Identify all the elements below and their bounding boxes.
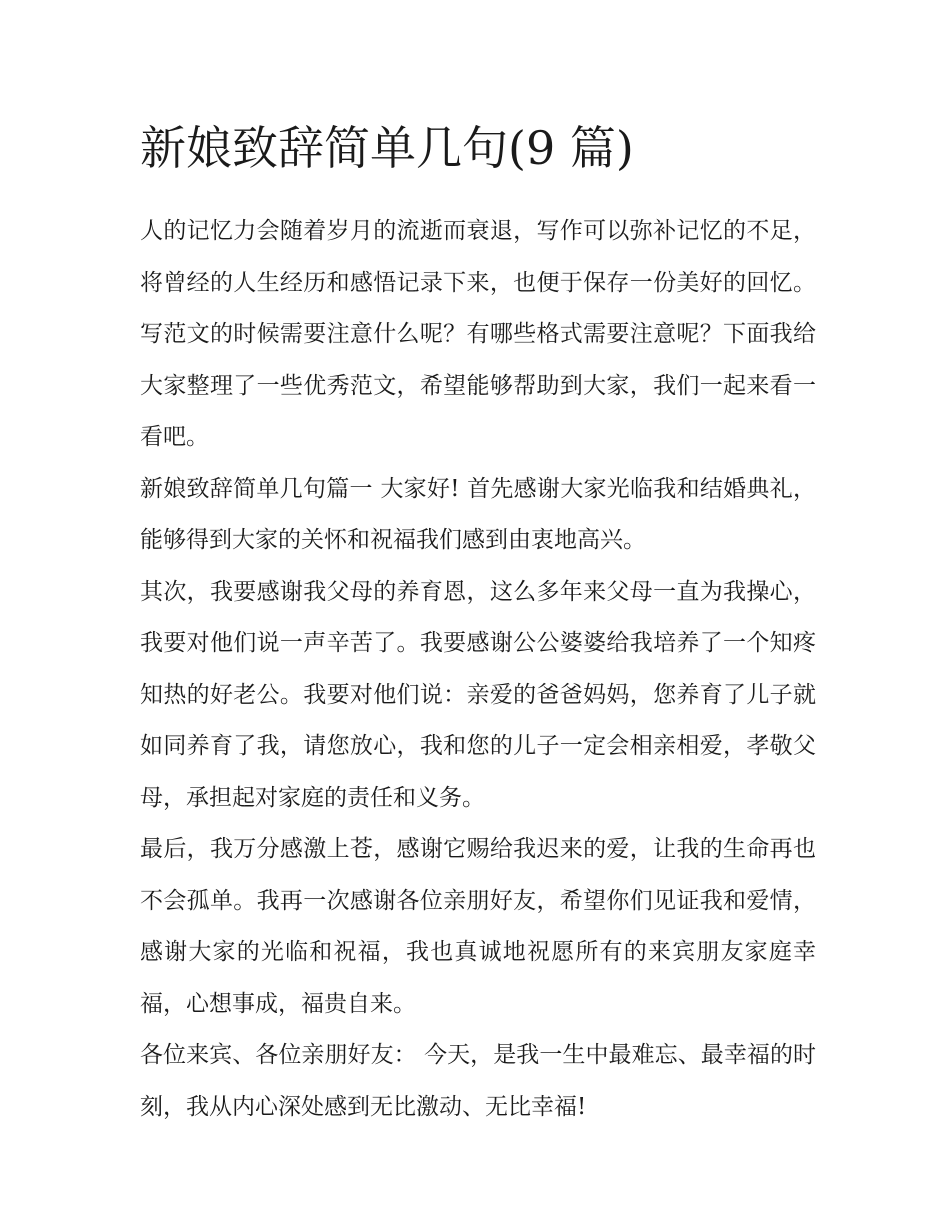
paragraph-1: 新娘致辞简单几句篇一 大家好! 首先感谢大家光临我和结婚典礼，能够得到大家的关怀和祝福我们感到由衷地高兴。 <box>140 475 816 553</box>
document-title: 新娘致辞简单几句(9 篇) <box>140 121 634 175</box>
paragraph-2: 其次，我要感谢我父母的养育恩，这么多年来父母一直为我操心，我要对他们说一声辛苦了。我要感谢公公婆婆给我培养了一个知疼知热的好老公。我要对他们说：亲爱的爸爸妈妈，您养育了儿子就如同养育了我，请您放心，我和您的儿子一定会相亲相爱，孝敬父母，承担起对家庭的责任和义务。 <box>140 578 816 811</box>
paragraph-intro: 人的记忆力会随着岁月的流逝而衰退，写作可以弥补记忆的不足，将曾经的人生经历和感悟记录下来，也便于保存一份美好的回忆。写范文的时候需要注意什么呢？有哪些格式需要注意呢？下面我给大家整理了一些优秀范文，希望能够帮助到大家，我们一起来看一看吧。 <box>140 218 816 450</box>
paragraph-3: 最后，我万分感激上苍，感谢它赐给我迟来的爱，让我的生命再也不会孤单。我再一次感谢各位亲朋好友，希望你们见证我和爱情，感谢大家的光临和祝福，我也真诚地祝愿所有的来宾朋友家庭幸福，心想事成，福贵自来。 <box>140 836 816 1017</box>
document-body <box>140 112 816 1133</box>
paragraph-4: 各位来宾、各位亲朋好友： 今天，是我一生中最难忘、最幸福的时刻，我从内心深处感到无比激动、无比幸福! <box>140 1042 816 1120</box>
